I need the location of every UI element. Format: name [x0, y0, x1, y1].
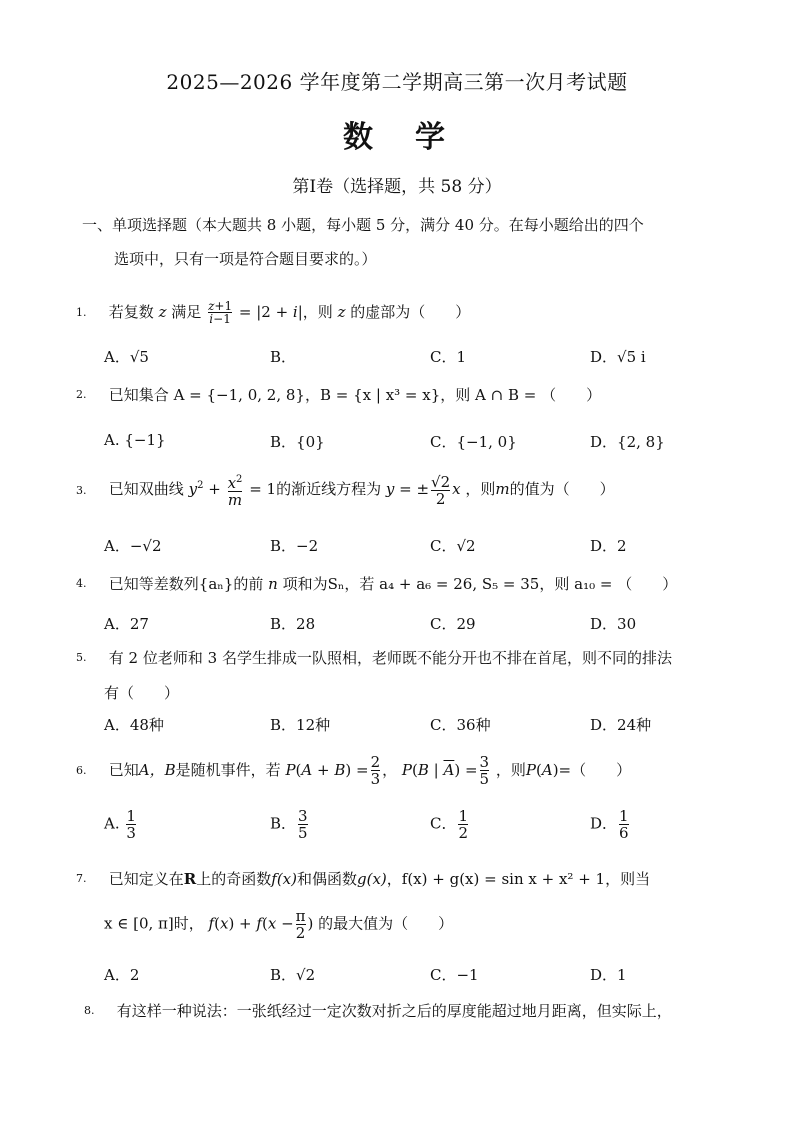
option-d[interactable]: D．√5 i: [590, 348, 646, 366]
question-1: [76, 300, 726, 325]
option-a[interactable]: A. $\frac{1}{3}$: [104, 807, 136, 842]
option-c[interactable]: C．{−1, 0}: [430, 433, 517, 451]
fraction: $\frac{\pi}{2}$: [295, 907, 306, 942]
fraction: $\frac{√2}{2}$: [431, 472, 451, 508]
fraction: $\frac{2}{3}$: [370, 753, 381, 788]
fraction: $\frac{3}{5}$: [479, 753, 490, 788]
option-d[interactable]: D．1: [590, 966, 627, 984]
question-4: [76, 573, 726, 594]
option-c[interactable]: C．36种: [430, 716, 491, 734]
question-number: 5.: [76, 651, 87, 664]
question-text: 有这样一种说法：一张纸经过一定次数对折之后的厚度能超过地月距离，但实际上，: [116, 1002, 672, 1020]
option-d[interactable]: D．2: [590, 537, 627, 555]
option-c[interactable]: C．−1: [430, 966, 479, 984]
question-number: 2.: [76, 388, 87, 401]
option-d[interactable]: D．{2, 8}: [590, 433, 665, 451]
option-b[interactable]: B．{0}: [270, 433, 325, 451]
question-8: [84, 1000, 734, 1021]
subject-title: 数 学: [343, 120, 451, 155]
question-text: 已知A，B是随机事件，若 P(A + B) = $\frac{2}{3}$ ， P(B | $\overline{A}$) = $\frac{3}{5}$ ，则P(A)=（ ）: [108, 753, 632, 788]
question-number: 3.: [76, 483, 87, 497]
option-b[interactable]: B．−2: [270, 537, 319, 555]
question-number: 7.: [76, 872, 87, 885]
question-text-cont: 有（ ）: [104, 684, 180, 702]
option-c[interactable]: C．29: [430, 615, 476, 633]
section-heading: [82, 208, 722, 276]
option-a[interactable]: A．√5: [104, 348, 149, 366]
volume-title: 第Ⅰ卷（选择题，共 58 分）: [292, 177, 502, 197]
section-line-1: 一、单项选择题（本大题共 8 小题，每小题 5 分，满分 40 分。在每小题给出的四个: [82, 216, 644, 234]
option-d[interactable]: D． $\frac{1}{6}$: [590, 807, 629, 842]
question-number: 8.: [84, 1004, 95, 1017]
section-line-2: 选项中，只有一项是符合题目要求的。）: [114, 250, 377, 268]
question-text: 已知双曲线 $y^2$ + $\frac{x^2}{m}$ = 1的渐近线方程为 y = ± $\frac{√2}{2}$ x ，则m的值为（ ）: [108, 472, 615, 509]
option-b[interactable]: B．√2: [270, 966, 316, 984]
exam-title: 2025—2026 学年度第二学期高三第一次月考试题: [166, 70, 628, 94]
option-d[interactable]: D．24种: [590, 716, 652, 734]
option-a[interactable]: A. {−1}: [104, 431, 166, 449]
question-text: 有 2 位老师和 3 名学生排成一队照相，老师既不能分开也不排在首尾，则不同的排法: [108, 649, 672, 667]
question-text: 已知等差数列{aₙ}的前 n 项和为Sₙ，若 a₄ + a₆ = 26, S₅ = 35，则 a₁₀ = （ ）: [108, 575, 678, 593]
option-d[interactable]: D．30: [590, 615, 637, 633]
question-2: [76, 384, 726, 405]
question-5: [76, 647, 726, 703]
question-number: 1.: [76, 306, 87, 319]
question-number: 4.: [76, 577, 87, 590]
fraction: $\frac{x^2}{m}$: [227, 474, 243, 509]
option-a[interactable]: A．−√2: [104, 537, 162, 555]
question-text: 已知定义在R上的奇函数f(x)和偶函数g(x)，f(x) + g(x) = sin x + x² + 1，则当: [108, 870, 651, 888]
option-a[interactable]: A．27: [104, 615, 149, 633]
question-number: 6.: [76, 764, 87, 777]
question-text: 若复数 z 满足 $\frac{z+1}{i-1}$ = |2 + i|，则 z 的虚部为（ ）: [108, 299, 471, 326]
option-a[interactable]: A．48种: [104, 716, 164, 734]
option-b[interactable]: B． $\frac{3}{5}$: [270, 807, 308, 842]
option-c[interactable]: C．1: [430, 348, 467, 366]
fraction: $\frac{z+1}{i-1}$: [208, 299, 233, 326]
option-b[interactable]: B．12种: [270, 716, 331, 734]
option-b[interactable]: B．28: [270, 615, 316, 633]
option-a[interactable]: A．2: [104, 966, 140, 984]
option-b[interactable]: B．: [270, 348, 297, 366]
question-6: [76, 754, 726, 787]
question-3: [76, 472, 726, 508]
question-text: 已知集合 A = {−1, 0, 2, 8}，B = {x | x³ = x}，则 A ∩ B = （ ）: [108, 386, 602, 404]
question-7-cont: x ∈ [0, π]时， f(x) + f(x − $\frac{\pi}{2}$ ) 的最大值为（ ）: [104, 907, 454, 942]
option-c[interactable]: C． $\frac{1}{2}$: [430, 807, 469, 842]
question-7: [76, 868, 726, 889]
option-c[interactable]: C．√2: [430, 537, 476, 555]
